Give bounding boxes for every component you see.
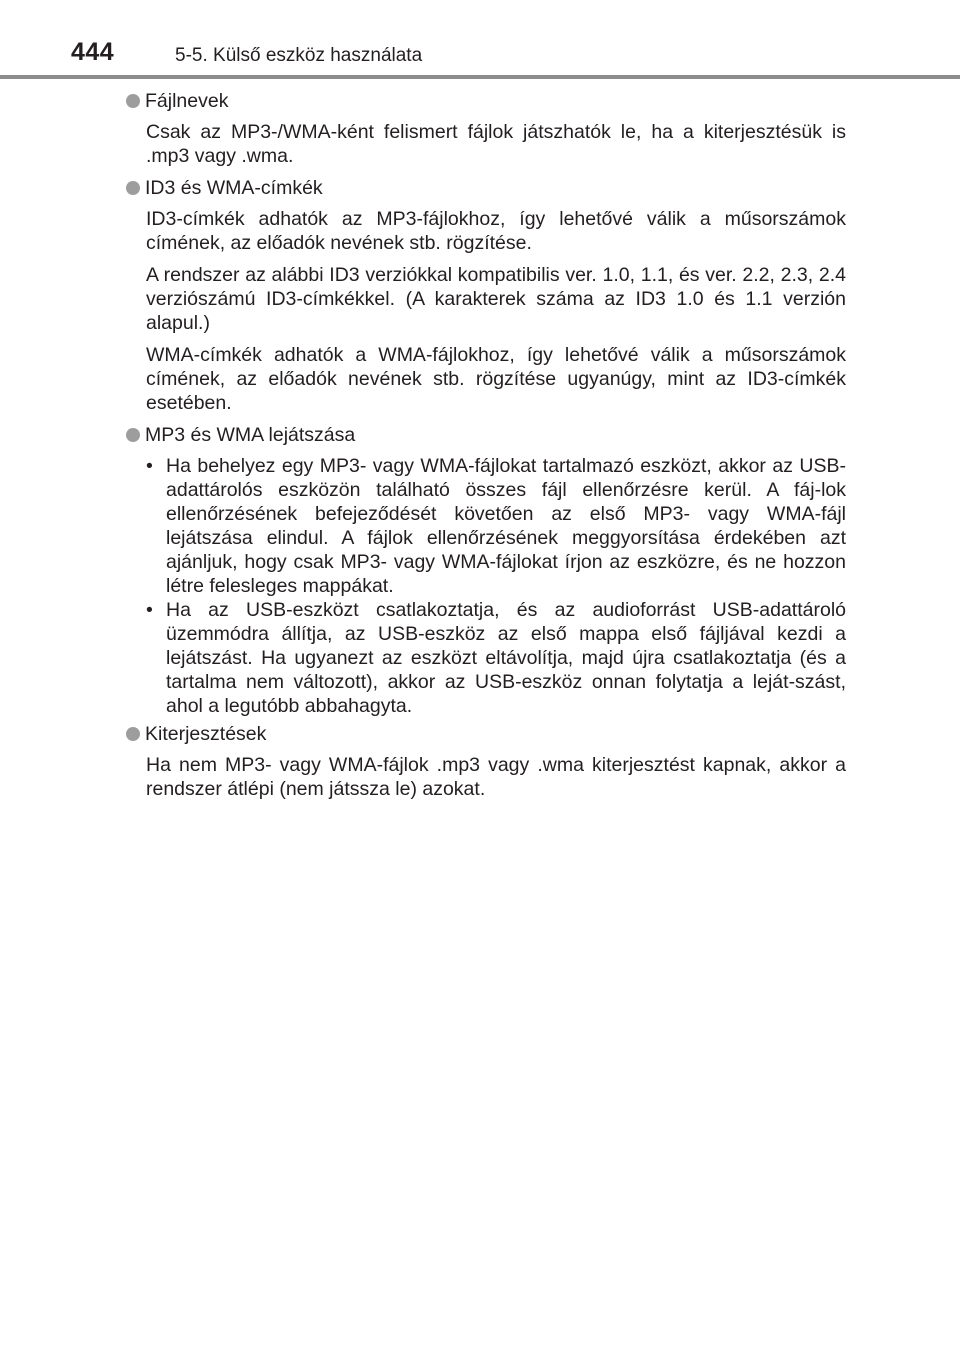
bullet-list [146, 454, 846, 718]
paragraph: A rendszer az alábbi ID3 verziókkal kompatibilis ver. 1.0, 1.1, és ver. 2.2, 2.3, 2.4 verziószámú ID3-címkékkel. (A karakterek száma az ID3 1.0 és 1.1 verzión alapul.) [146, 264, 846, 334]
topic-heading-id3-wma-tags [126, 176, 846, 200]
page-number: 444 [71, 38, 115, 66]
paragraph: Ha nem MP3- vagy WMA-fájlok .mp3 vagy .wma kiterjesztést kapnak, akkor a rendszer átlépi (nem játssza le) azokat. [146, 754, 846, 800]
topic-heading-text: Kiterjesztések [145, 723, 267, 745]
list-bullet-icon: • [146, 599, 153, 621]
paragraph: Csak az MP3-/WMA-ként felismert fájlok játszhatók le, ha a kiterjesztésük is .mp3 vagy .wma. [146, 121, 846, 167]
header-divider [0, 75, 960, 79]
list-item-text: Ha az USB-eszközt csatlakoztatja, és az audioforrást USB-adattároló üzemmódra állítja, az USB-eszköz az első mappa első fájljával kezdi a lejátszást. Ha ugyanezt az eszközt eltávolítja, majd újra csatlakoztatja (és a tartalma nem változott), akkor az USB-eszköz onnan folytatja a leját-szást, ahol a legutóbb abbahagyta. [166, 599, 846, 717]
topic-heading-text: Fájlnevek [145, 90, 229, 112]
page-header [0, 0, 960, 80]
topic-heading-mp3-wma-playback [126, 423, 846, 447]
list-item-text: Ha behelyez egy MP3- vagy WMA-fájlokat tartalmazó eszközt, akkor az USB-adattárolós eszközön található összes fájl ellenőrzésre kerül. A fáj-lok ellenőrzésének befejeződését követően az első MP3- vagy WMA-fájl lejátszása elindul. A fájlok ellenőrzésének meggyorsítása érdekében azt ajánljuk, hogy csak MP3- vagy WMA-fájlokat írjon az eszközre, és ne hozzon létre felesleges mappákat. [166, 455, 846, 597]
circle-bullet-icon [126, 94, 140, 108]
circle-bullet-icon [126, 181, 140, 195]
paragraph: WMA-címkék adhatók a WMA-fájlokhoz, így lehetővé válik a műsorszámok címének, az előadók nevének stb. rögzítése ugyanúgy, mint az ID3-címkék esetében. [146, 344, 846, 414]
topic-heading-filenames [126, 89, 846, 113]
topic-heading-text: MP3 és WMA lejátszása [145, 424, 356, 446]
section-title: 5-5. Külső eszköz használata [175, 45, 423, 66]
list-item [146, 454, 846, 598]
main-content [126, 89, 846, 809]
list-bullet-icon: • [146, 455, 153, 477]
circle-bullet-icon [126, 428, 140, 442]
circle-bullet-icon [126, 727, 140, 741]
paragraph: ID3-címkék adhatók az MP3-fájlokhoz, így lehetővé válik a műsorszámok címének, az előadók nevének stb. rögzítése. [146, 208, 846, 254]
topic-heading-text: ID3 és WMA-címkék [145, 177, 323, 199]
topic-heading-extensions [126, 722, 846, 746]
list-item [146, 598, 846, 718]
